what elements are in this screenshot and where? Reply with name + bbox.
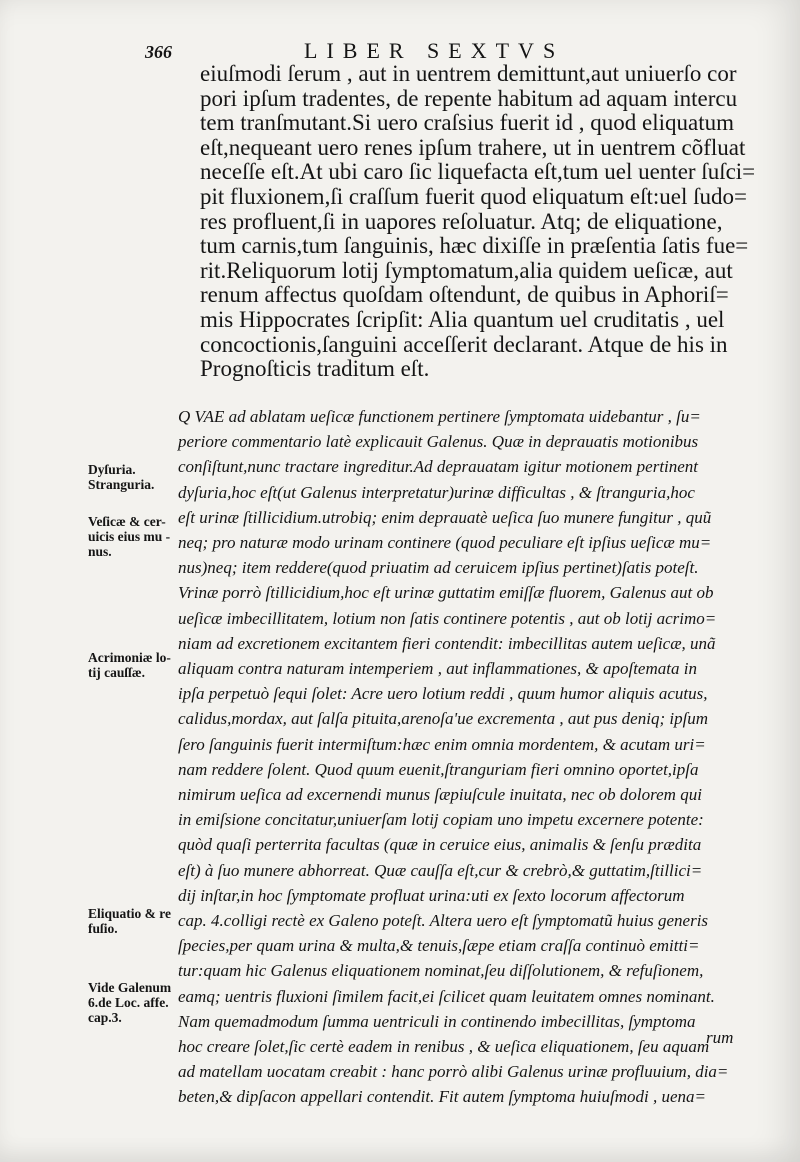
main-line: pori ipſum tradentes, de repente habitum ad aquam intercu (200, 85, 738, 111)
main-line: res profluent,ſi in uapores reſoluatur. Atq; de eliquatione, (200, 208, 723, 234)
page-number: 366 (145, 42, 172, 62)
commentary-line: hoc creare ſolet,ſic certè eadem in renibus , & ueſica eliquationem, ſeu aquam (178, 1037, 710, 1057)
main-line: tem tranſmutant.Si uero craſsius fuerit id , quod eliquatum (200, 110, 734, 136)
commentary-line: tur:quam hic Galenus eliquationem nominat,ſeu diſſolutionem, & refuſionem, (178, 961, 704, 981)
margin-note: Veſicæ & cer- uicis eius mu - nus. (88, 514, 171, 559)
margin-note: Vide Galenum 6.de Loc. affe. cap.3. (88, 980, 172, 1025)
commentary-line: eſt) à ſuo munere abhorreat. Quæ cauſſa eſt,cur & crebrò,& guttatim,ſtillici= (178, 860, 703, 880)
commentary-line: Nam quemadmodum ſumma uentriculi in continendo imbecillitas, ſymptoma (178, 1011, 696, 1031)
catchword: rum (706, 1028, 734, 1047)
commentary-line: nimirum ueſica ad excernendi munus ſæpiuſcule inuitata, nec ob dolorem qui (178, 785, 702, 805)
margin-note: Eliquatio & re fuſio. (88, 906, 172, 936)
commentary-line: ſpecies,per quam urina & multa,& tenuis,ſæpe etiam craſſa continuò emitti= (178, 936, 700, 956)
commentary-line: Q VAE ad ablatam ueſicæ functionem pertinere ſymptomata uidebantur , ſu= (178, 407, 701, 426)
running-title: LIBER SEXTVS (304, 38, 565, 63)
commentary-line: dyſuria,hoc eſt(ut Galenus interpretatur)urinæ difficultas , & ſtranguria,hoc (178, 482, 695, 502)
commentary-line: nam reddere ſolent. Quod quum euenit,ſtranguriam fieri omnino oportet,ipſa (178, 759, 699, 779)
main-line: Prognoſticis traditum eſt. (200, 356, 430, 382)
commentary-line: calidus,mordax, aut ſalſa pituita,arenoſa'ue excrementa , aut pus deniq; ipſum (178, 709, 709, 729)
commentary-line: niam ad excretionem excitantem fieri contendit: imbecillitas autem ueſicæ, unã (178, 633, 716, 653)
main-line: eſt,nequeant uero renes ipſum trahere, ut in uentrem cõfluat (200, 134, 746, 160)
commentary-line: ſero ſanguinis fuerit intermiſtum:hæc enim omnia mordentem, & acutam uri= (178, 734, 706, 754)
main-line: eiuſmodi ſerum , aut in uentrem demittunt,aut uniuerſo cor (200, 61, 737, 86)
commentary-line: dij inſtar,in hoc ſymptomate profluat urina:uti ex ſexto locorum affectorum (178, 885, 685, 905)
commentary-line: ipſa perpetuò ſequi ſolet: Acre uero lotium reddi , quum humor aliquis acutus, (178, 684, 708, 704)
commentary-line: in emiſsione concitatur,uniuerſam lotij copiam uno impetu excernere potente: (178, 810, 704, 830)
main-line: tum carnis,tum ſanguinis, hæc dixiſſe in præſentia ſatis fue= (200, 233, 749, 259)
main-line: pit fluxionem,ſi craſſum fuerit quod eliquatum eſt:uel ſudo= (200, 183, 747, 209)
main-line: rit.Reliquorum lotij ſymptomatum,alia quidem ueſicæ, aut (200, 257, 733, 283)
main-text-block (200, 62, 760, 382)
margin-note: Dyſuria. Stranguria. (88, 462, 155, 492)
commentary-line: aliquam contra naturam intemperiem , aut inflammationes, & apoſtemata in (178, 659, 697, 679)
commentary-line: neq; pro naturæ modo urinam continere (quod peculiare eſt ipſius ueſicæ mu= (178, 533, 712, 553)
commentary-line: Vrinæ porrò ſtillicidium,hoc eſt urinæ guttatim emiſſæ fluorem, Galenus aut ob (178, 583, 714, 603)
commentary-line: nus)neq; item reddere(quod priuatim ad ceruicem ipſius pertinet)ſatis poteſt. (178, 558, 699, 578)
main-line: renum affectus quoſdam oſtendunt, de quibus in Aphoriſ= (200, 282, 729, 308)
commentary-line: conſiſtunt,nunc tractare ingreditur.Ad deprauatam igitur motionem pertinent (178, 457, 699, 477)
commentary-line: ad matellam uocatam creabit : hanc porrò alibi Galenus urinæ profluuium, dia= (178, 1062, 729, 1082)
commentary-line: ueſicæ imbecillitatem, lotium non ſatis continere potentis , aut ob lotij acrimo= (178, 608, 717, 628)
main-line: mis Hippocrates ſcripſit: Alia quantum uel cruditatis , uel (200, 306, 725, 332)
main-line: neceſſe eſt.At ubi caro ſic liquefacta eſt,tum uel uenter ſuſci= (200, 159, 756, 185)
commentary-line: periore commentario latè explicauit Galenus. Quæ in deprauatis motionibus (178, 432, 699, 452)
commentary-line: eſt urinæ ſtillicidium.utrobiq; enim deprauatè ueſica ſuo munere fungitur , quũ (178, 507, 712, 527)
commentary-line: beten,& dipſacon appellari contendit. Fit autem ſymptoma huiuſmodi , uena= (178, 1087, 707, 1107)
commentary-block (178, 404, 758, 1110)
commentary-line: quòd quaſi perterrita facultas (quæ in ceruice eius, animalis & ſenſu prædita (178, 835, 702, 855)
commentary-line: eamq; uentris fluxioni ſimilem facit,ei ſcilicet quam leuitatem omnes nominant. (178, 986, 715, 1006)
main-line: concoctionis,ſanguini acceſſerit declarant. Atque de his in (200, 331, 728, 357)
commentary-line: cap. 4.colligi rectè ex Galeno poteſt. Altera uero eſt ſymptomatũ huius generis (178, 911, 709, 931)
margin-note: Acrimoniæ lo- tij cauſſæ. (88, 650, 171, 680)
